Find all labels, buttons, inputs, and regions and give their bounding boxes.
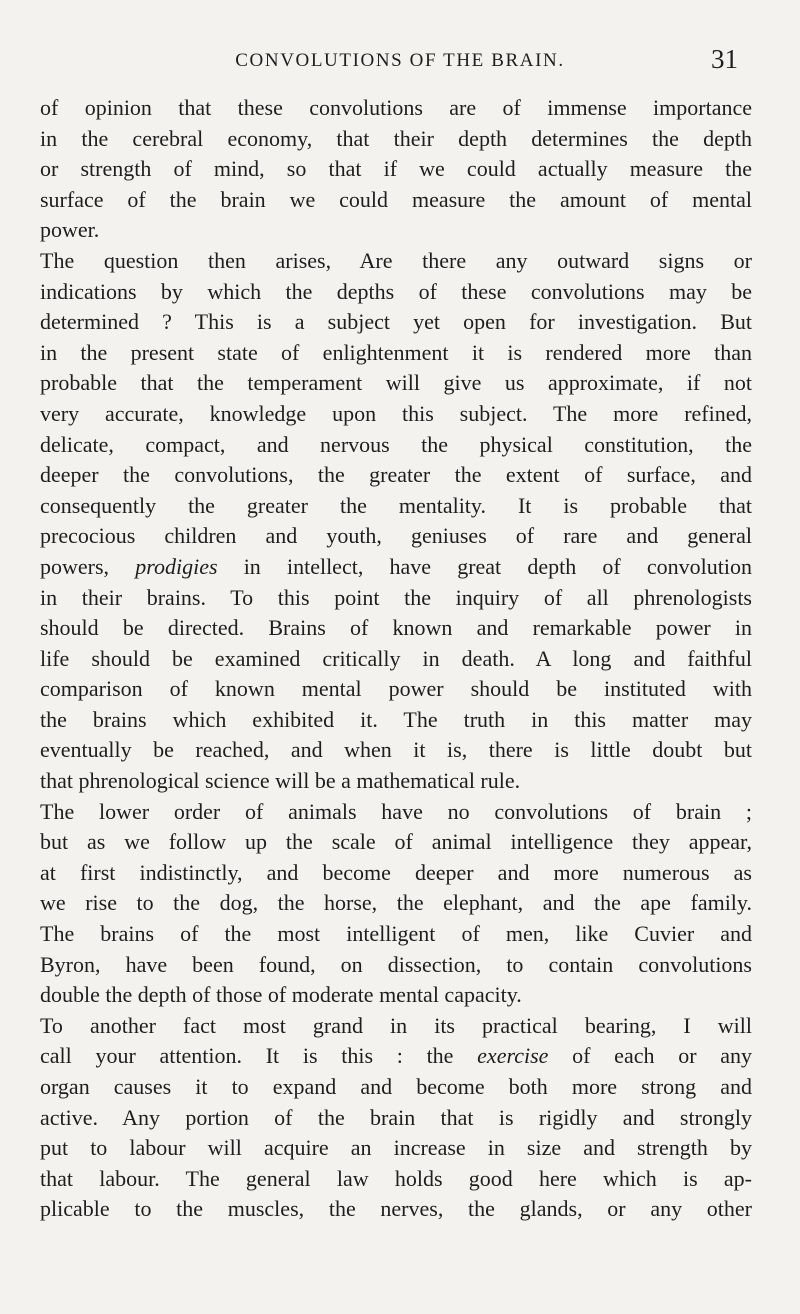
text-line: probable that the temperament will give us approximate, if not: [40, 370, 752, 396]
text-line: [40, 552, 752, 583]
text-line: very accurate, knowledge upon this subject. The more refined,: [40, 400, 752, 426]
text-line: in their brains. To this point the inquiry of all phrenologists: [40, 584, 752, 610]
text-line: power.: [40, 217, 100, 243]
text-line: comparison of known mental power should be instituted with: [40, 676, 752, 702]
text-line: the brains which exhibited it. The truth in this matter may: [40, 706, 752, 732]
text-fragment: call your attention. It is this : the: [40, 1043, 454, 1069]
text-line: in the present state of enlightenment it is rendered more than: [40, 339, 752, 365]
text-line: in the cerebral economy, that their depth determines the depth: [40, 125, 752, 151]
text-line: The question then arises, Are there any outward signs or: [40, 247, 752, 273]
text-line: The brains of the most intelligent of men, like Cuvier and: [40, 921, 752, 947]
running-head: [0, 44, 800, 84]
text-line: To another fact most grand in its practical bearing, I will: [40, 1012, 752, 1038]
body-text: [40, 93, 752, 1225]
text-line: at first indistinctly, and become deeper and more numerous as: [40, 859, 752, 885]
text-line: [40, 1041, 752, 1072]
text-fragment: in intellect, have great depth of convolution: [243, 553, 752, 579]
text-line: but as we follow up the scale of animal intelligence they appear,: [40, 829, 752, 855]
page-number: 31: [711, 44, 738, 74]
text-fragment: powers,: [40, 553, 110, 579]
text-line: precocious children and youth, geniuses of rare and general: [40, 523, 752, 549]
text-line: determined ? This is a subject yet open for investigation. But: [40, 309, 752, 335]
italic-word: prodigies: [135, 553, 218, 579]
text-line: delicate, compact, and nervous the physical constitution, the: [40, 431, 752, 457]
text-line: or strength of mind, so that if we could actually measure the: [40, 156, 752, 182]
text-line: The lower order of animals have no convolutions of brain ;: [40, 798, 752, 824]
running-title: CONVOLUTIONS OF THE BRAIN.: [235, 50, 565, 71]
text-line: deeper the convolutions, the greater the extent of surface, and: [40, 462, 752, 488]
text-line: organ causes it to expand and become both more strong and: [40, 1074, 752, 1099]
text-line: put to labour will acquire an increase in size and strength by: [40, 1135, 752, 1161]
text-line: we rise to the dog, the horse, the elephant, and the ape family.: [40, 890, 752, 916]
text-line: that phrenological science will be a mathematical rule.: [40, 768, 521, 794]
text-line: consequently the greater the mentality. It is probable that: [40, 492, 752, 518]
text-line: Byron, have been found, on dissection, to contain convolutions: [40, 951, 752, 977]
text-line: life should be examined critically in death. A long and faithful: [40, 645, 752, 671]
text-line: that labour. The general law holds good here which is ap-: [40, 1165, 752, 1191]
text-line: surface of the brain we could measure the amount of mental: [40, 186, 752, 212]
text-line: should be directed. Brains of known and remarkable power in: [40, 615, 752, 641]
text-fragment: of each or any: [572, 1043, 752, 1069]
text-line: indications by which the depths of these convolutions may be: [40, 278, 752, 304]
text-line: plicable to the muscles, the nerves, the glands, or any other: [40, 1196, 752, 1222]
text-line: active. Any portion of the brain that is rigidly and strongly: [40, 1104, 752, 1130]
italic-word: exercise: [477, 1043, 549, 1069]
text-line: of opinion that these convolutions are of immense importance: [40, 95, 752, 120]
text-line: double the depth of those of moderate mental capacity.: [40, 982, 522, 1008]
text-line: eventually be reached, and when it is, there is little doubt but: [40, 737, 752, 763]
